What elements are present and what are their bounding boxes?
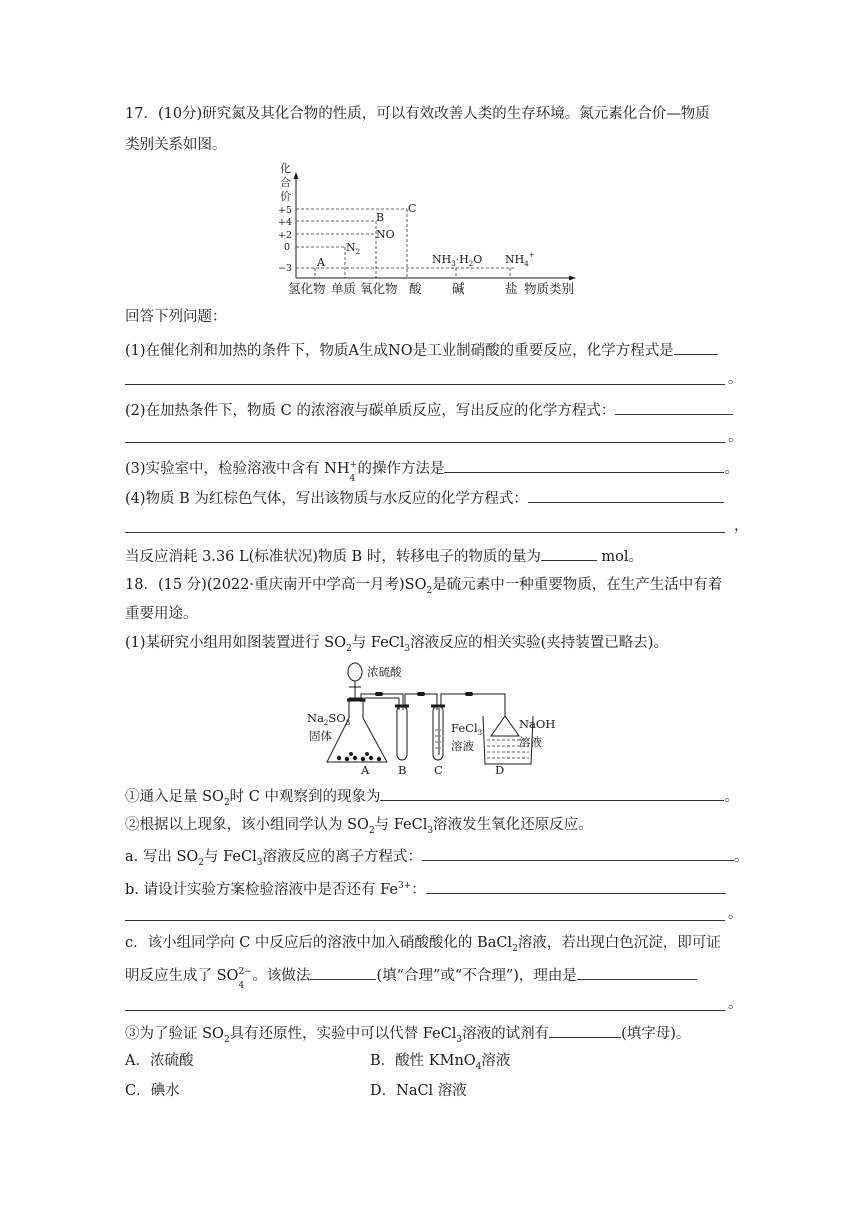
q18-step2c-answer-line: [125, 1010, 725, 1011]
q17-part1-end: 。: [728, 371, 743, 387]
label-D: D: [495, 763, 505, 777]
y-tick-0: 0: [284, 242, 291, 253]
q18-step2c-line2: 明反应生成了 SO 2− 4 。该做法 (填“合理”或“不合理”)，理由是: [125, 965, 697, 986]
x-cat-base: 碱: [452, 281, 465, 296]
nitrogen-valence-chart: [270, 158, 590, 298]
label-naoh: NaOH: [519, 717, 556, 731]
answer-prompt: 回答下列问题：: [125, 309, 227, 325]
point-NH3H2O: $NH_3\cdot H_2O$: [432, 253, 483, 268]
q18-step2c-end: 。: [728, 996, 743, 1012]
q17-part2: (2)在加热条件下，物质 C 的浓溶液与碳单质反应，写出反应的化学方程式：: [125, 400, 733, 421]
q17-part1: (1)在催化剂和加热的条件下，物质A生成NO是工业制硝酸的重要反应，化学方程式是: [125, 340, 718, 361]
q18-step1: ①通入足量 $SO_2$时 C 中观察到的现象为 。: [125, 786, 739, 813]
x-cat-oxide: 氧化物: [360, 281, 398, 296]
x-cat-salt: 盐: [505, 281, 518, 296]
apparatus-diagram: [305, 660, 565, 778]
q17-part2-answer-line: [125, 442, 725, 443]
q17-part4: (4)物质 B 为红棕色气体，写出该物质与水反应的化学方程式：: [125, 488, 724, 509]
q18-step2b-answer-line: [125, 920, 725, 921]
q18-step2c-line1: c．该小组同学向 C 中反应后的溶液中加入硝酸酸化的 BaCl$_2$溶液，若出现白色沉淀，即可证: [125, 935, 721, 954]
point-NO: NO: [376, 228, 395, 241]
point-NH4: $NH_4^+$: [505, 251, 535, 268]
q17-part4-comma: ，: [734, 518, 749, 534]
q18-step2b-end: 。: [728, 906, 743, 922]
option-C: C．碘水: [125, 1083, 180, 1099]
q18-step2b: b. 请设计实验方案检验溶液中是否还有 $Fe^{3+}$：: [125, 876, 726, 900]
x-cat-acid: 酸: [409, 281, 422, 296]
y-axis-label-3: 价: [280, 190, 291, 203]
y-tick-plus4: +4: [278, 217, 293, 228]
label-B: B: [398, 763, 407, 777]
option-D: D．NaCl 溶液: [370, 1083, 467, 1099]
q18-line1: 18．(15 分)(2022·重庆南开中学高一月考)$SO_2$是硫元素中一种重要物质，在生产生活中有着: [125, 577, 723, 596]
label-A: A: [361, 763, 370, 777]
q17-part2-end: 。: [728, 429, 743, 445]
option-B: B．酸性 KMnO$_4$溶液: [370, 1053, 511, 1072]
q17-line1: 17．(10分)研究氮及其化合物的性质，可以有效改善人类的生存环境。氮元素化合价—物质: [125, 106, 710, 122]
x-cat-element: 单质: [331, 281, 357, 296]
q18-step2a: a. 写出 $SO_2$与 FeCl$_3$溶液反应的离子方程式： 。: [125, 846, 748, 873]
label-na2so3: $Na_2SO_3$: [307, 711, 351, 727]
q17-part1-answer-line: [125, 384, 725, 385]
q17-part4b: 当反应消耗 3.36 L(标准状况)物质 B 时，转移电子的物质的量为 mol。: [125, 546, 643, 567]
x-cat-hydride: 氢化物: [288, 281, 326, 296]
point-A: A: [317, 256, 325, 269]
label-solid: 固体: [309, 729, 332, 743]
label-fecl3-solution: 溶液: [451, 739, 474, 753]
y-tick-plus2: +2: [278, 230, 293, 241]
q18-step3: ③为了验证 $SO_2$具有还原性，实验中可以代替 FeCl$_3$溶液的试剂有 (填字母)。: [125, 1023, 690, 1050]
y-axis-label-1: 化: [280, 162, 291, 175]
label-naoh-solution: 溶液: [519, 735, 542, 749]
point-B: B: [376, 211, 385, 224]
q18-part1: (1)某研究小组用如图装置进行 $SO_2$与 FeCl$_3$溶液反应的相关实验(夹持装置已略去)。: [125, 635, 668, 654]
label-C: C: [434, 763, 443, 777]
x-axis-title: 物质类别: [524, 281, 575, 296]
q17-part4-answer-line: [125, 532, 725, 533]
point-C: C: [408, 202, 417, 215]
q18-line2: 重要用途。: [125, 606, 198, 622]
label-fecl3: FeCl$_3$: [451, 721, 483, 737]
option-A: A．浓硫酸: [125, 1053, 194, 1069]
point-N2: $N_2$: [346, 241, 361, 256]
y-axis-label-2: 合: [280, 176, 291, 189]
q18-step2: ②根据以上现象，该小组同学认为 $SO_2$与 FeCl$_3$溶液发生氧化还原反应。: [125, 817, 593, 836]
label-conc-sulfuric-acid: 浓硫酸: [367, 665, 402, 679]
y-tick-plus5: +5: [278, 205, 293, 216]
q17-line2: 类别关系如图。: [125, 137, 227, 153]
y-tick-minus3: −3: [278, 263, 293, 274]
q17-part3: (3)实验室中，检验溶液中含有 NH + 4 的操作方法是 。: [125, 460, 739, 484]
